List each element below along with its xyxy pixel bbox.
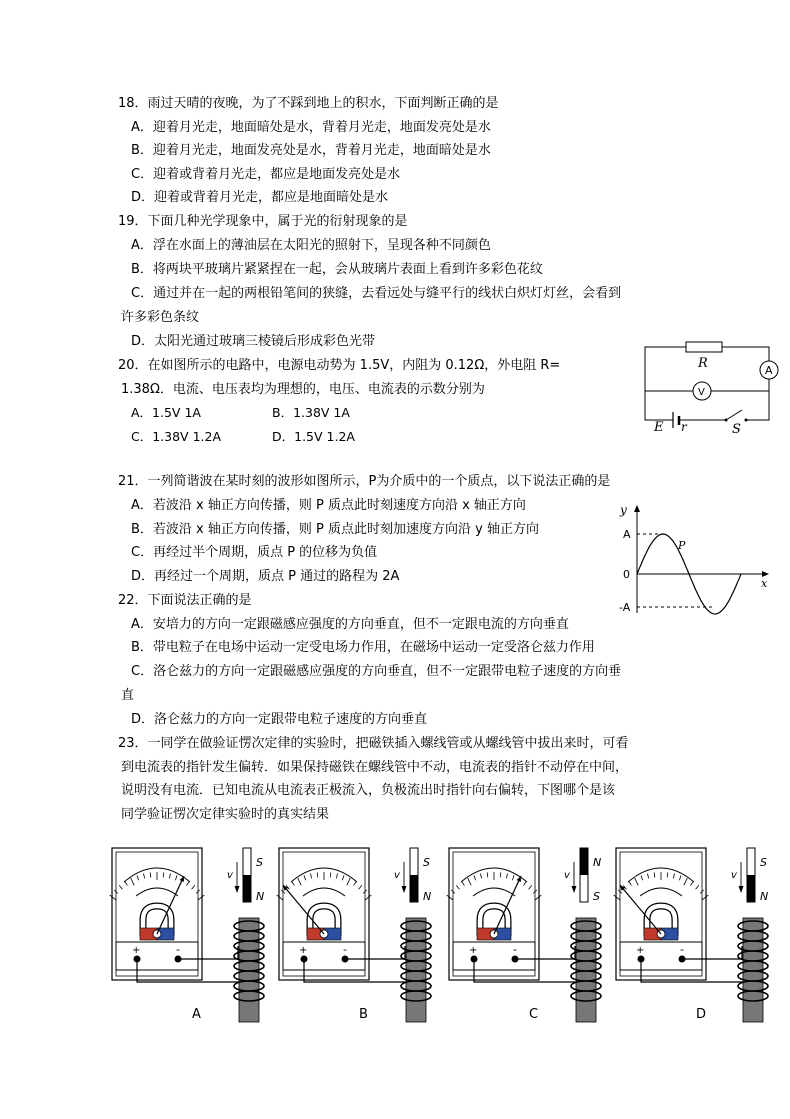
label-voltmeter: V <box>698 387 705 398</box>
q19-option-b: B．将两块平玻璃片紧紧捏在一起，会从玻璃片表面上看到许多彩色花纹 <box>131 262 543 277</box>
q20-stem-cont: 1.38Ω．电流、电压表均为理想的，电压、电流表的示数分别为 <box>121 382 485 397</box>
q23-stem-line4: 同学验证愣次定律实验时的真实结果 <box>121 807 330 822</box>
bar-magnet-dark-half <box>580 848 588 875</box>
q18-stem: 18．雨过天晴的夜晚，为了不踩到地上的积水，下面判断正确的是 <box>118 96 499 111</box>
galvanometer-panel-c <box>447 848 602 1022</box>
label-internal-r: r <box>681 420 687 434</box>
q23-stem: 23．一同学在做验证愣次定律的实验时，把磁铁插入螺线管或从螺线管中拔出来时，可看 <box>118 736 629 751</box>
velocity-label: v <box>394 870 400 881</box>
q18-option-a: A．迎着月光走，地面暗处是水，背着月光走，地面发亮处是水 <box>131 120 491 135</box>
q22-option-c-cont: 直 <box>121 688 135 703</box>
axis-y-label: y <box>620 503 627 517</box>
q18-option-c: C．迎着或背着月光走，都应是地面发亮处是水 <box>131 167 401 182</box>
galvanometer-panel-a <box>110 848 265 1022</box>
point-p-label: P <box>678 539 686 552</box>
q18-option-d: D．迎着或背着月光走，都应是地面暗处是水 <box>131 190 389 205</box>
label-ammeter: A <box>765 364 773 377</box>
terminal-minus-label: - <box>343 943 347 956</box>
q22-option-c: C．洛仑兹力的方向一定跟磁感应强度的方向垂直，但不一定跟带电粒子速度的方向垂 <box>131 664 622 679</box>
magnet-bottom-pole-label: N <box>423 890 432 903</box>
magnet-bottom-pole-label: N <box>256 890 265 903</box>
terminal-plus-label: + <box>469 945 478 956</box>
magnet-bottom-pole-label: S <box>593 890 600 903</box>
terminal-minus-label: - <box>513 943 517 956</box>
axis-x-label: x <box>761 577 768 590</box>
q21-option-c: C．再经过半个周期，质点 P 的位移为负值 <box>131 545 378 560</box>
label-s: S <box>732 422 741 437</box>
magnet-bottom-pole-label: N <box>760 890 769 903</box>
tick-zero: 0 <box>623 568 630 581</box>
panel-caption: D <box>696 1007 707 1022</box>
terminal-plus-label: + <box>636 945 645 956</box>
terminal-base <box>620 942 702 970</box>
q19-option-c: C．通过并在一起的两根铅笔间的狭缝，去看远处与缝平行的线状白炽灯灯丝，会看到 <box>131 286 622 301</box>
q20-circuit-figure <box>640 340 785 440</box>
tick-neg-a: -A <box>619 601 631 614</box>
panel-caption: C <box>529 1007 539 1022</box>
velocity-label: v <box>227 870 233 881</box>
terminal-plus-label: + <box>299 945 308 956</box>
q23-galvanometer-figures <box>0 840 790 1030</box>
q20-option-b: B．1.38V 1A <box>272 405 350 420</box>
q19-option-a: A．浮在水面上的薄油层在太阳光的照射下，呈现各种不同颜色 <box>131 238 491 253</box>
galvanometer-panel-d <box>614 848 769 1022</box>
bar-magnet-dark-half <box>410 875 418 902</box>
q18-option-b: B．迎着月光走，地面发亮处是水，背着月光走，地面暗处是水 <box>131 143 491 158</box>
terminal-base <box>453 942 535 970</box>
label-r: R <box>698 356 708 371</box>
magnet-top-pole-label: S <box>423 856 430 869</box>
q22-stem: 22．下面说法正确的是 <box>118 593 252 608</box>
terminal-base <box>116 942 198 970</box>
q22-option-a: A．安培力的方向一定跟磁感应强度的方向垂直，但不一定跟电流的方向垂直 <box>131 617 569 632</box>
q20-option-c: C．1.38V 1.2A <box>131 429 222 444</box>
velocity-label: v <box>564 870 570 881</box>
q21-option-d: D．再经过一个周期，质点 P 通过的路程为 2A <box>131 569 400 584</box>
magnet-top-pole-label: S <box>256 856 263 869</box>
bar-magnet-dark-half <box>243 875 251 902</box>
panel-caption: B <box>359 1007 368 1022</box>
q20-option-d: D．1.5V 1.2A <box>272 429 355 444</box>
q21-option-a: A．若波沿 x 轴正方向传播，则 P 质点此时刻速度方向沿 x 轴正方向 <box>131 498 526 513</box>
terminal-minus-label: - <box>176 943 180 956</box>
galvanometer-panel-b <box>277 848 432 1022</box>
q21-option-b: B．若波沿 x 轴正方向传播，则 P 质点此时刻加速度方向沿 y 轴正方向 <box>131 522 539 537</box>
q21-stem: 21．一列简谐波在某时刻的波形如图所示，P为介质中的一个质点，以下说法正确的是 <box>118 474 611 489</box>
terminal-minus-label: - <box>680 943 684 956</box>
q19-option-c-cont: 许多彩色条纹 <box>121 310 200 325</box>
q22-option-d: D．洛仑兹力的方向一定跟带电粒子速度的方向垂直 <box>131 712 428 727</box>
q21-wave-figure <box>610 500 775 620</box>
q20-option-a: A．1.5V 1A <box>131 405 201 420</box>
bar-magnet-dark-half <box>747 875 755 902</box>
tick-a: A <box>623 528 631 541</box>
velocity-label: v <box>731 870 737 881</box>
panel-caption: A <box>192 1007 201 1022</box>
terminal-base <box>283 942 365 970</box>
q19-option-d: D．太阳光通过玻璃三棱镜后形成彩色光带 <box>131 334 376 349</box>
q20-stem: 20．在如图所示的电路中，电源电动势为 1.5V，内阻为 0.12Ω，外电阻 R= <box>118 358 561 373</box>
magnet-top-pole-label: S <box>760 856 767 869</box>
label-e: E <box>654 420 664 435</box>
q23-stem-line2: 到电流表的指针发生偏转．如果保持磁铁在螺线管中不动，电流表的指针不动停在中间， <box>121 760 629 775</box>
q22-option-b: B．带电粒子在电场中运动一定受电场力作用，在磁场中运动一定受洛仑兹力作用 <box>131 640 595 655</box>
terminal-plus-label: + <box>132 945 141 956</box>
magnet-top-pole-label: N <box>593 856 602 869</box>
q23-stem-line3: 说明没有电流．已知电流从电流表正极流入，负极流出时指针向右偏转，下图哪个是该 <box>121 783 616 798</box>
q19-stem: 19．下面几种光学现象中，属于光的衍射现象的是 <box>118 214 408 229</box>
resistor-r <box>686 342 722 352</box>
